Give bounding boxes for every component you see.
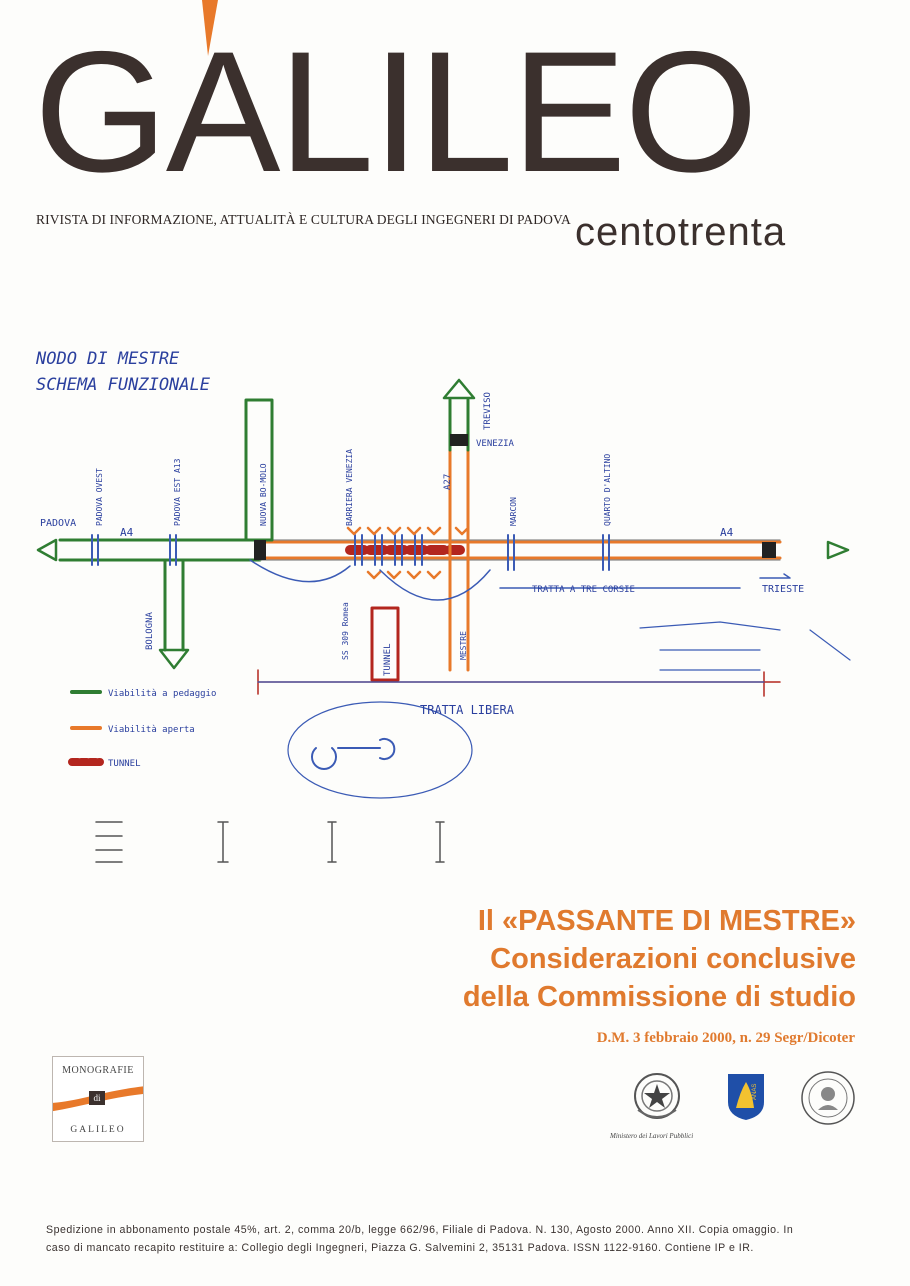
sketch-title-2: SCHEMA FUNZIONALE (36, 375, 210, 395)
issue-name: centotrenta (575, 210, 787, 254)
footer-line-1: Spedizione in abbonamento postale 45%, art. 2, comma 20/b, legge 662/96, Filiale di Padova. N. 130, Agosto 2000. Anno XII. Copia omaggio. In (46, 1224, 794, 1236)
arrow-right-icon (828, 542, 848, 558)
headline-line-1: Il «PASSANTE DI MESTRE» (477, 905, 856, 937)
monografie-logo (52, 1056, 144, 1142)
headline-line-3: della Commissione di studio (462, 981, 856, 1013)
university-seal-icon (800, 1070, 856, 1126)
label-quarto: QUARTO D'ALTINO (603, 453, 612, 526)
label-barriera: BARRIERA VENEZIA (345, 448, 354, 526)
label-a4-right: A4 (720, 526, 734, 539)
sketch-title-1: NODO DI MESTRE (36, 349, 180, 369)
label-tratta-tre-corsie: TRATTA A TRE CORSIE (532, 585, 635, 595)
label-bologna: BOLOGNA (145, 612, 155, 650)
label-padova-ovest: PADOVA OVEST (95, 468, 104, 526)
headline-line-2: Considerazioni conclusive (490, 943, 856, 975)
label-tunnel: TUNNEL (383, 643, 393, 676)
label-marcon: MARCON (509, 497, 518, 526)
label-nuova-bo: NUOVA BO-MOLO (259, 463, 268, 526)
label-venezia: VENEZIA (476, 439, 514, 449)
postal-footer (46, 1221, 866, 1257)
legend-label-pedaggio: Viabilità a pedaggio (108, 689, 217, 699)
republic-emblem-icon (630, 1070, 684, 1126)
decree-reference: D.M. 3 febbraio 2000, n. 29 Segr/Dicoter (596, 1030, 855, 1046)
label-trieste: TRIESTE (762, 584, 805, 595)
functional-scheme-sketch (20, 330, 880, 890)
anas-shield-icon (726, 1070, 766, 1122)
label-treviso: TREVISO (483, 392, 493, 430)
label-padova-est: PADOVA EST A13 (173, 458, 182, 526)
monografie-bottom-text: GALILEO (70, 1125, 126, 1135)
masthead-title: GALILEO (34, 16, 757, 208)
anas-text: ANAS (752, 1083, 758, 1100)
masthead-tagline: RIVISTA DI INFORMAZIONE, ATTUALITÀ E CULTURA DEGLI INGEGNERI DI PADOVA (36, 212, 571, 227)
label-mestre: MESTRE (459, 631, 468, 660)
monografie-di-text: di (89, 1091, 105, 1105)
label-ss309: SS 309 Romea (341, 602, 350, 660)
label-padova: PADOVA (40, 518, 77, 529)
legend-label-tunnel: TUNNEL (108, 759, 141, 769)
label-a27: A27 (443, 473, 453, 490)
monografie-top-text: MONOGRAFIE (62, 1065, 134, 1076)
footer-line-2: caso di mancato recapito restituire a: Collegio degli Ingegneri, Piazza G. Salvemini 2, 35131 Padova. ISSN 1122-9160. Contiene IP e IR. (46, 1242, 754, 1254)
ministry-caption: Ministero dei Lavori Pubblici (610, 1132, 694, 1140)
main-road-green (60, 540, 260, 560)
main-road-orange (260, 542, 780, 558)
label-a4-left: A4 (120, 526, 134, 539)
arrow-left-icon (38, 540, 56, 560)
cover-headline (463, 902, 856, 1016)
legend-label-aperta: Viabilità aperta (108, 725, 195, 735)
label-tratta-libera: TRATTA LIBERA (420, 703, 514, 717)
